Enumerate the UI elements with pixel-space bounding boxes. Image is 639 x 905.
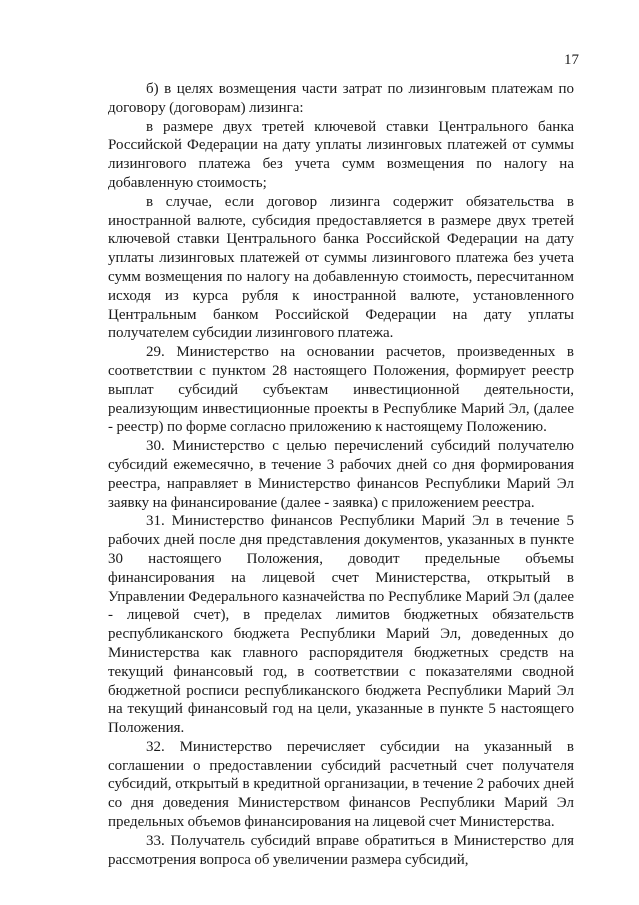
document-body (108, 80, 574, 869)
paragraph-32-transfer: 32. Министерство перечисляет субсидии на указанный в соглашении о предоставлении субсидий расчетный счет получателя субсидий, открытый в кредитной организации, в течение 2 рабочих дней со дня доведения Министерством финансов Республики Марий Эл предельных объемов финансирования на лицевой счет Министерства. (108, 738, 574, 831)
paragraph-b-leasing: б) в целях возмещения части затрат по лизинговым платежам по договору (договорам) лизинга: (108, 81, 574, 116)
paragraph-leasing-rate: в размере двух третей ключевой ставки Центрального банка Российской Федерации на дату уплаты лизинговых платежей от суммы лизингового платежа без учета сумм возмещения по налогу на добавленную стоимость; (108, 118, 574, 191)
page-number: 17 (564, 52, 579, 68)
paragraph-leasing-foreign-currency: в случае, если договор лизинга содержит обязательства в иностранной валюте, субсидия предоставляется в размере двух третей ключевой ставки Центрального банка Российской Федерации на дату уплаты лизинговых платежей от суммы лизингового платежа без учета сумм возмещения по налогу на добавленную стоимость, пересчитанном исходя из курса рубля к иностранной валюте, установленного Центральным банком Российской Федерации на дату уплаты получателем субсидии лизингового платежа. (108, 193, 574, 342)
paragraph-30-application: 30. Министерство с целью перечислений субсидий получателю субсидий ежемесячно, в течение 3 рабочих дней со дня формирования реестра, направляет в Министерство финансов Республики Марий Эл заявку на финансирование (далее - заявка) с приложением реестра. (108, 438, 574, 511)
paragraph-29-registry: 29. Министерство на основании расчетов, произведенных в соответствии с пунктом 28 настоящего Положения, формирует реестр выплат субсидий субъектам инвестиционной деятельности, реализующим инвестиционные проекты в Республике Марий Эл, (далее - реестр) по форме согласно приложению к настоящему Положению. (108, 344, 574, 436)
paragraph-31-financing: 31. Министерство финансов Республики Марий Эл в течение 5 рабочих дней после дня представления документов, указанных в пункте 30 настоящего Положения, доводит предельные объемы финансирования на лицевой счет Министерства, открытый в Управлении Федерального казначейства по Республике Марий Эл (далее - лицевой счет), в пределах лимитов бюджетных обязательств республиканского бюджета Республики Марий Эл, доведенных до Министерства как главного распорядителя бюджетных средств на текущий финансовый год, в соответствии с показателями сводной бюджетной росписи республиканского бюджета Республики Марий Эл на текущий финансовый год на цели, указанные в пункте 5 настоящего Положения. (108, 513, 574, 737)
paragraph-33-increase: 33. Получатель субсидий вправе обратиться в Министерство для рассмотрения вопроса об увеличении размера субсидий, (108, 832, 574, 868)
